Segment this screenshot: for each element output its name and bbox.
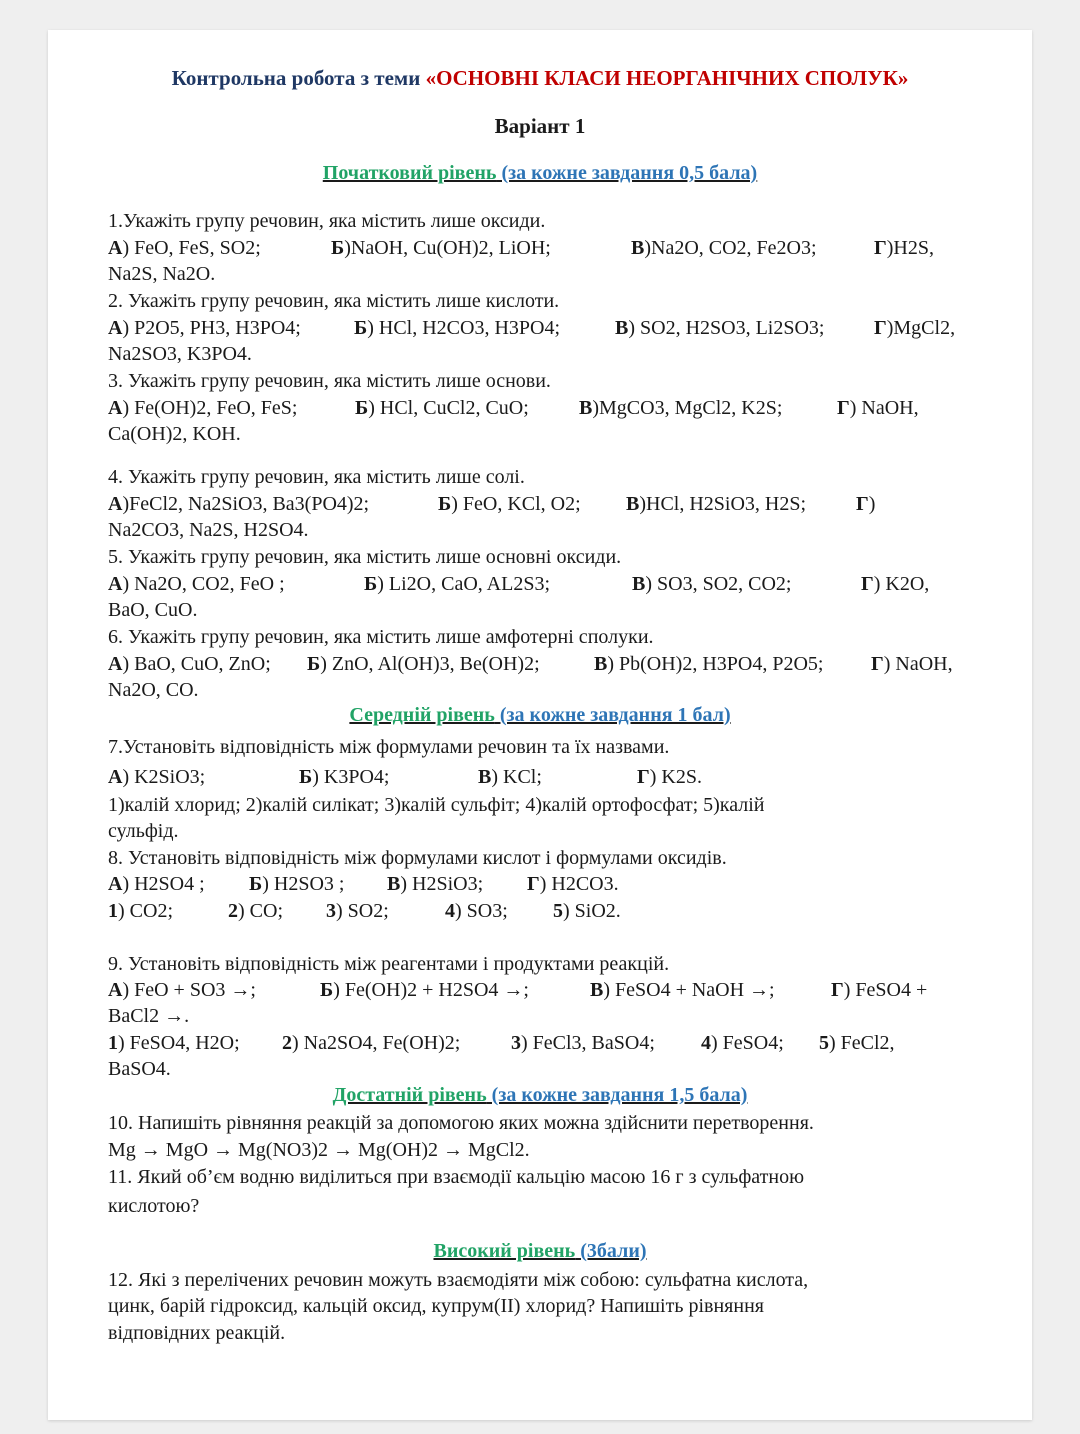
- question-4-continuation: Na2CO3, Na2S, H2SO4.: [108, 519, 309, 541]
- question-1-option-a: А) FeO, FeS, SO2;: [108, 237, 261, 259]
- question-8-answer-4: 4) SO3;: [445, 900, 508, 922]
- question-4-option-d: Г): [856, 493, 876, 515]
- question-2-continuation: Na2SO3, K3PO4.: [108, 343, 252, 365]
- level-heading-initial: Початковий рівень (за кожне завдання 0,5 бала): [322, 162, 758, 184]
- question-8-answer-2: 2) CO;: [228, 900, 283, 922]
- question-9-answer-3: 3) FeCl3, BaSO4;: [511, 1032, 655, 1054]
- question-9-continuation: BaCl2 →.: [108, 1005, 190, 1027]
- question-9-answer-2: 2) Na2SO4, Fe(OH)2;: [282, 1032, 461, 1054]
- question-6-continuation: Na2O, CO.: [108, 679, 199, 701]
- question-5-option-d: Г) K2O,: [861, 573, 930, 595]
- question-1-text: 1.Укажіть групу речовин, яка містить лише оксиди.: [108, 210, 546, 232]
- document-title: Контрольна робота з теми «ОСНОВНІ КЛАСИ НЕОРГАНІЧНИХ СПОЛУК»: [171, 66, 909, 90]
- question-3-option-b: Б) HCl, CuCl2, CuO;: [355, 397, 529, 419]
- question-10-text: 10. Напишіть рівняння реакцій за допомогою яких можна здійснити перетворення.: [108, 1112, 814, 1134]
- question-6-text: 6. Укажіть групу речовин, яка містить лише амфотерні сполуки.: [108, 626, 654, 648]
- variant-heading: Варіант 1: [494, 114, 586, 138]
- question-5-continuation: BaO, CuO.: [108, 599, 198, 621]
- question-6-option-a: А) BaO, CuO, ZnO;: [108, 653, 271, 675]
- question-9-option-a: А) FeO + SO3 →;: [108, 979, 256, 1001]
- question-7-text: 7.Установіть відповідність між формулами речовин та їх назвами.: [108, 736, 670, 758]
- question-12-line-1: 12. Які з перелічених речовин можуть взаємодіяти між собою: сульфатна кислота,: [108, 1269, 809, 1291]
- level-heading-sufficient: Достатній рівень (за кожне завдання 1,5 бала): [332, 1084, 748, 1106]
- question-8-option-d: Г) H2CO3.: [527, 873, 619, 895]
- question-6-option-d: Г) NaOH,: [871, 653, 953, 675]
- question-11-text: 11. Який об’єм водню виділиться при взаємодії кальцію масою 16 г з сульфатною: [108, 1166, 805, 1188]
- question-9-answer-1: 1) FeSO4, H2O;: [108, 1032, 240, 1054]
- question-8-option-c: В) H2SiO3;: [387, 873, 484, 895]
- question-5-text: 5. Укажіть групу речовин, яка містить лише основні оксиди.: [108, 546, 622, 568]
- question-7-option-b: Б) K3PO4;: [299, 766, 390, 788]
- question-2-option-a: А) P2O5, PH3, H3PO4;: [108, 317, 301, 339]
- question-8-answer-5: 5) SiO2.: [553, 900, 621, 922]
- question-7-option-d: Г) K2S.: [637, 766, 702, 788]
- question-9-option-b: Б) Fe(OH)2 + H2SO4 →;: [320, 979, 529, 1001]
- level-heading-middle: Середній рівень (за кожне завдання 1 бал): [349, 704, 731, 726]
- question-7-continuation: сульфід.: [108, 820, 179, 842]
- question-5-option-a: А) Na2O, CO2, FeO ;: [108, 573, 285, 595]
- question-1-option-d: Г)H2S,: [874, 237, 934, 259]
- question-8-text: 8. Установіть відповідність між формулами кислот і формулами оксидів.: [108, 847, 727, 869]
- question-2-option-d: Г)MgCl2,: [874, 317, 956, 339]
- question-3-text: 3. Укажіть групу речовин, яка містить лише основи.: [108, 370, 551, 392]
- question-5-option-b: Б) Li2O, CaO, AL2S3;: [364, 573, 551, 595]
- question-9-answer-4: 4) FeSO4;: [701, 1032, 784, 1054]
- question-8-answer-3: 3) SO2;: [326, 900, 389, 922]
- question-9-option-d: Г) FeSO4 +: [831, 979, 928, 1001]
- question-4-text: 4. Укажіть групу речовин, яка містить лише солі.: [108, 466, 525, 488]
- question-5-option-c: В) SO3, SO2, CO2;: [632, 573, 792, 595]
- level-heading-high: Високий рівень (3бали): [433, 1240, 647, 1262]
- question-9-option-c: В) FeSO4 + NaOH →;: [590, 979, 775, 1001]
- question-8-option-a: А) H2SO4 ;: [108, 873, 205, 895]
- question-11-continuation: кислотою?: [108, 1195, 200, 1217]
- question-9-text: 9. Установіть відповідність між реагентами і продуктами реакцій.: [108, 953, 670, 975]
- question-2-option-b: Б) HCl, H2CO3, H3PO4;: [354, 317, 561, 339]
- document-page: [48, 30, 1032, 1420]
- question-8-option-b: Б) H2SO3 ;: [249, 873, 345, 895]
- question-7-answers: 1)калій хлорид; 2)калій силікат; 3)калій сульфіт; 4)калій ортофосфат; 5)калій: [108, 794, 765, 816]
- question-12-line-2: цинк, барій гідроксид, кальцій оксид, купрум(II) хлорид? Напишіть рівняння: [108, 1295, 764, 1317]
- question-12-line-3: відповідних реакцій.: [108, 1322, 286, 1344]
- question-4-option-b: Б) FeO, KCl, O2;: [438, 493, 581, 515]
- question-4-option-a: А)FeCl2, Na2SiO3, Ba3(PO4)2;: [108, 493, 370, 515]
- question-6-option-c: В) Pb(OH)2, H3PO4, P2O5;: [594, 653, 824, 675]
- question-8-answer-1: 1) CO2;: [108, 900, 173, 922]
- question-10-chain: Mg → MgO → Mg(NO3)2 → Mg(OH)2 → MgCl2.: [108, 1139, 530, 1161]
- question-7-option-a: А) K2SiO3;: [108, 766, 206, 788]
- question-9-answer-5: 5) FeCl2,: [819, 1032, 895, 1054]
- question-6-option-b: Б) ZnO, Al(OH)3, Be(OH)2;: [307, 653, 540, 675]
- question-2-text: 2. Укажіть групу речовин, яка містить лише кислоти.: [108, 290, 560, 312]
- question-3-option-c: В)MgCO3, MgCl2, K2S;: [579, 397, 783, 419]
- question-1-option-c: В)Na2O, CO2, Fe2O3;: [631, 237, 817, 259]
- question-9-continuation-2: BaSO4.: [108, 1058, 171, 1080]
- question-3-option-a: А) Fe(OH)2, FeO, FeS;: [108, 397, 298, 419]
- question-1-option-b: Б)NaOH, Cu(OH)2, LiOH;: [331, 237, 551, 259]
- question-2-option-c: В) SO2, H2SO3, Li2SO3;: [615, 317, 825, 339]
- question-1-continuation: Na2S, Na2O.: [108, 263, 216, 285]
- question-7-option-c: В) KCl;: [478, 766, 542, 788]
- question-3-continuation: Ca(OH)2, KOH.: [108, 423, 241, 445]
- question-4-option-c: В)HCl, H2SiO3, H2S;: [626, 493, 807, 515]
- question-3-option-d: Г) NaOH,: [837, 397, 919, 419]
